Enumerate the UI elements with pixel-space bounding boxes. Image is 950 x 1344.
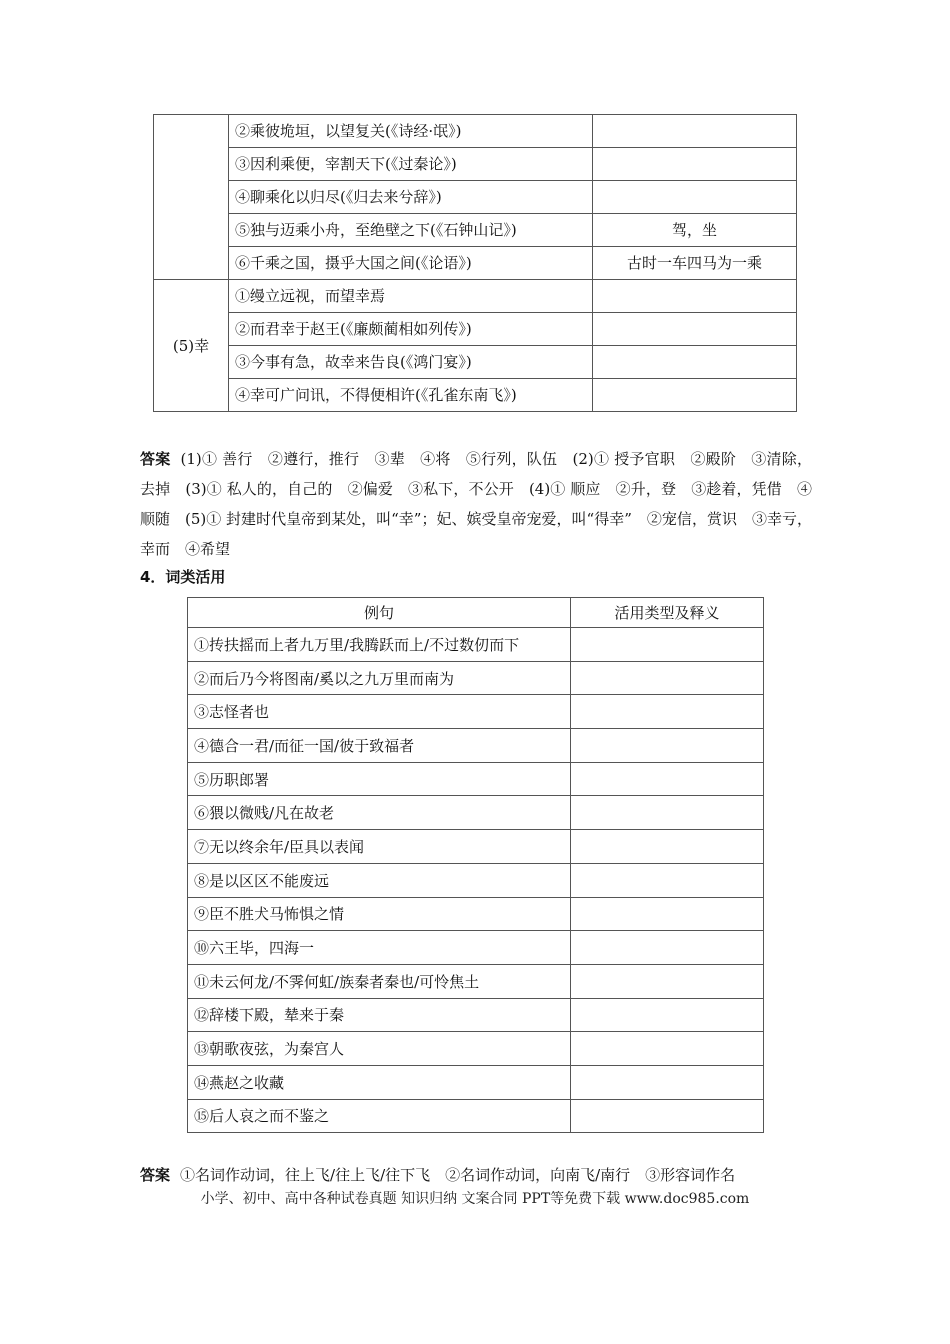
table-row: [154, 247, 797, 280]
meaning-cell: [593, 313, 797, 346]
example-cell: ⑤历职郎署: [188, 762, 571, 796]
example-cell: ⑩六王毕，四海一: [188, 931, 571, 965]
example-cell: ⑨臣不胜犬马怖惧之情: [188, 897, 571, 931]
example-cell: ⑪未云何龙/不霁何虹/族秦者秦也/可怜焦土: [188, 964, 571, 998]
example-cell: ⑮后人哀之而不鉴之: [188, 1099, 571, 1133]
answer-cell: [571, 1065, 764, 1099]
example-cell: ⑧是以区区不能废远: [188, 863, 571, 897]
answer-text: ①名词作动词，往上飞/往上飞/往下飞 ②名词作动词，向南飞/南行 ③形容词作名: [180, 1166, 736, 1184]
answer-block-1: [140, 444, 812, 564]
table-row: [154, 280, 797, 313]
table-row: [154, 148, 797, 181]
example-cell: ⑥猥以微贱/凡在故老: [188, 796, 571, 830]
answer-label: 答案: [140, 450, 171, 468]
meaning-cell: 古时一车四马为一乘: [593, 247, 797, 280]
answer-cell: [571, 661, 764, 695]
example-cell: ①抟扶摇而上者九万里/我腾跃而上/不过数仞而下: [188, 628, 571, 662]
table-row: [188, 964, 764, 998]
table-row: [188, 661, 764, 695]
table-row: [188, 1065, 764, 1099]
table-row: [188, 628, 764, 662]
word-meaning-table: [153, 114, 797, 412]
table-row: [188, 796, 764, 830]
example-cell: ②而君幸于赵王(《廉颇蔺相如列传》): [229, 313, 593, 346]
table-row: [188, 1032, 764, 1066]
table-row: [188, 897, 764, 931]
example-cell: ①缦立远视，而望幸焉: [229, 280, 593, 313]
example-cell: ④幸可广问讯，不得便相许(《孔雀东南飞》): [229, 379, 593, 412]
example-cell: ⑭燕赵之收藏: [188, 1065, 571, 1099]
table-row: [188, 729, 764, 763]
header-example: 例句: [188, 598, 571, 628]
table-row: [188, 830, 764, 864]
table-row: [188, 931, 764, 965]
example-cell: ③今事有急，故幸来告良(《鸿门宴》): [229, 346, 593, 379]
meaning-cell: [593, 346, 797, 379]
answer-cell: [571, 762, 764, 796]
part-of-speech-table: [187, 597, 764, 1133]
table-row: [154, 214, 797, 247]
answer-label: 答案: [140, 1166, 171, 1184]
meaning-cell: [593, 148, 797, 181]
example-cell: ④聊乘化以归尽(《归去来兮辞》): [229, 181, 593, 214]
table-row: [188, 695, 764, 729]
example-cell: ④德合一君/而征一国/彼于致福者: [188, 729, 571, 763]
table-row: [188, 998, 764, 1032]
meaning-cell: 驾，坐: [593, 214, 797, 247]
example-cell: ⑤独与迈乘小舟，至绝壁之下(《石钟山记》): [229, 214, 593, 247]
answer-cell: [571, 729, 764, 763]
example-cell: ⑫辞楼下殿，辇来于秦: [188, 998, 571, 1032]
meaning-cell: [593, 280, 797, 313]
answer-cell: [571, 863, 764, 897]
table-row: [154, 313, 797, 346]
header-type: 活用类型及释义: [571, 598, 764, 628]
answer-text: (1)① 善行 ②遵行，推行 ③辈 ④将 ⑤行列，队伍 (2)① 授予官职 ②殿阶 ③清除，去掉 (3)① 私人的，自己的 ②偏爱 ③私下，不公开 (4)① 顺应 ②升，登 ③趁着，凭借 ④顺随 (5)① 封建时代皇帝到某处，叫“幸”；妃、嫔受皇帝宠爱，叫“得幸” ②宠信，赏识 ③幸亏，幸而 ④希望: [140, 450, 812, 558]
example-cell: ②而后乃今将图南/奚以之九万里而南为: [188, 661, 571, 695]
answer-cell: [571, 1032, 764, 1066]
word-cell: (5)幸: [154, 280, 229, 412]
answer-cell: [571, 931, 764, 965]
answer-cell: [571, 628, 764, 662]
table-row: [154, 115, 797, 148]
example-cell: ⑬朝歌夜弦，为秦宫人: [188, 1032, 571, 1066]
answer-cell: [571, 897, 764, 931]
answer-cell: [571, 998, 764, 1032]
word-cell: [154, 115, 229, 280]
page-footer: 小学、初中、高中各种试卷真题 知识归纳 文案合同 PPT等免费下载 www.doc985.com: [200, 1191, 750, 1207]
meaning-cell: [593, 379, 797, 412]
answer-cell: [571, 830, 764, 864]
answer-cell: [571, 796, 764, 830]
table-row: [188, 863, 764, 897]
example-cell: ③志怪者也: [188, 695, 571, 729]
table-row: [188, 762, 764, 796]
table-row: [154, 346, 797, 379]
table-row: [154, 181, 797, 214]
table-header-row: [188, 598, 764, 628]
answer-cell: [571, 964, 764, 998]
example-cell: ②乘彼垝垣，以望复关(《诗经·氓》): [229, 115, 593, 148]
table-row: [154, 379, 797, 412]
section-title-4: 4．词类活用: [140, 568, 226, 586]
table-row: [188, 1099, 764, 1133]
example-cell: ③因利乘便，宰割天下(《过秦论》): [229, 148, 593, 181]
example-cell: ⑦无以终余年/臣具以表闻: [188, 830, 571, 864]
meaning-cell: [593, 115, 797, 148]
meaning-cell: [593, 181, 797, 214]
answer-block-2: [140, 1160, 812, 1190]
answer-cell: [571, 1099, 764, 1133]
answer-cell: [571, 695, 764, 729]
example-cell: ⑥千乘之国，摄乎大国之间(《论语》): [229, 247, 593, 280]
